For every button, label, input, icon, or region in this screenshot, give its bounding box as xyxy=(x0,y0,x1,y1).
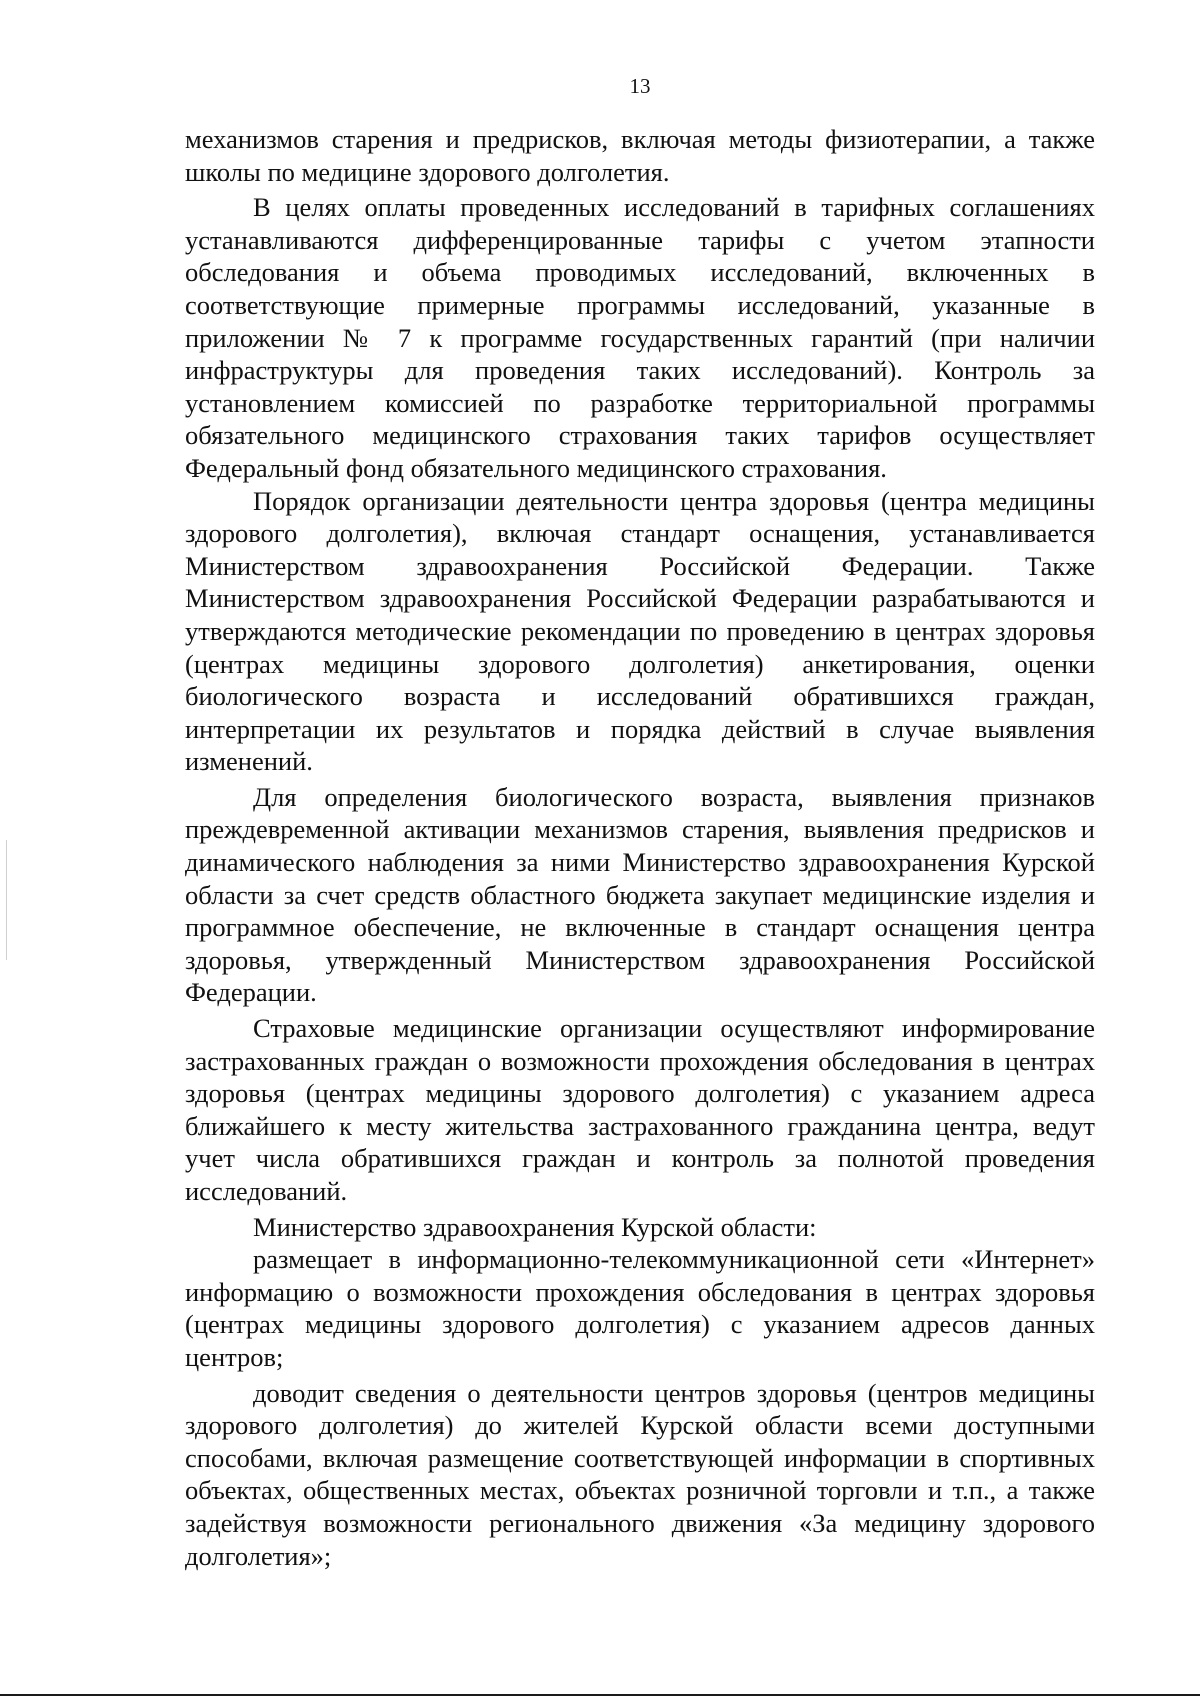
paragraph-continuation: механизмов старения и предрисков, включая методы физиотерапии, а также школы по медицине здорового долголетия. xyxy=(185,124,1095,187)
paragraph-procedure: Порядок организации деятельности центра здоровья (центра медицины здорового долголетия), включая стандарт оснащения, устанавливается Министерством здравоохранения Российской Федерации. Также Министерством здравоохранения Российской Федерации разрабатываются и утверждаются методические рекомендации по проведению в центрах здоровья (центрах медицины здорового долголетия) анкетирования, оценки биологического возраста и исследований обратившихся граждан, интерпретации их результатов и порядка действий в случае выявления изменений. xyxy=(185,485,1095,777)
scan-bottom-border xyxy=(0,1694,1200,1696)
document-body xyxy=(185,123,1095,1572)
paragraph-internet-info: размещает в информационно-телекоммуникационной сети «Интернет» информацию о возможности прохождения обследования в центрах здоровья (центрах медицины здорового долголетия) с указанием адресов данных центров; xyxy=(185,1244,1095,1372)
page-number: 13 xyxy=(629,74,651,98)
paragraph-inform-residents: доводит сведения о деятельности центров здоровья (центров медицины здорового долголетия) до жителей Курской области всеми доступными способами, включая размещение соответствующей информации в спортивных объектах, общественных местах, объектах розничной торговли и т.п., а также задействуя возможности регионального движения «За медицину здорового долголетия»; xyxy=(185,1377,1095,1571)
paragraph-ministry-heading: Министерство здравоохранения Курской области: xyxy=(253,1211,817,1242)
scan-edge-mark xyxy=(6,840,7,960)
paragraph-biological-age: Для определения биологического возраста, выявления признаков преждевременной активации механизмов старения, выявления предрисков и динамического наблюдения за ними Министерство здравоохранения Курской области за счет средств областного бюджета закупает медицинские изделия и программное обеспечение, не включенные в стандарт оснащения центра здоровья, утвержденный Министерством здравоохранения Российской Федерации. xyxy=(185,781,1095,1008)
paragraph-insurance-organizations: Страховые медицинские организации осуществляют информирование застрахованных граждан о возможности прохождения обследования в центрах здоровья (центрах медицины здорового долголетия) с указанием адреса ближайшего к месту жительства застрахованного гражданина центра, ведут учет числа обратившихся граждан и контроль за полнотой проведения исследований. xyxy=(185,1013,1095,1206)
paragraph-tariffs: В целях оплаты проведенных исследований в тарифных соглашениях устанавливаются дифференцированные тарифы с учетом этапности обследования и объема проводимых исследований, включенных в соответствующие примерные программы исследований, указанные в приложении № 7 к программе государственных гарантий (при наличии инфраструктуры для проведения таких исследований). Контроль за установлением комиссией по разработке территориальной программы обязательного медицинского страхования таких тарифов осуществляет Федеральный фонд обязательного медицинского страхования. xyxy=(185,192,1095,483)
